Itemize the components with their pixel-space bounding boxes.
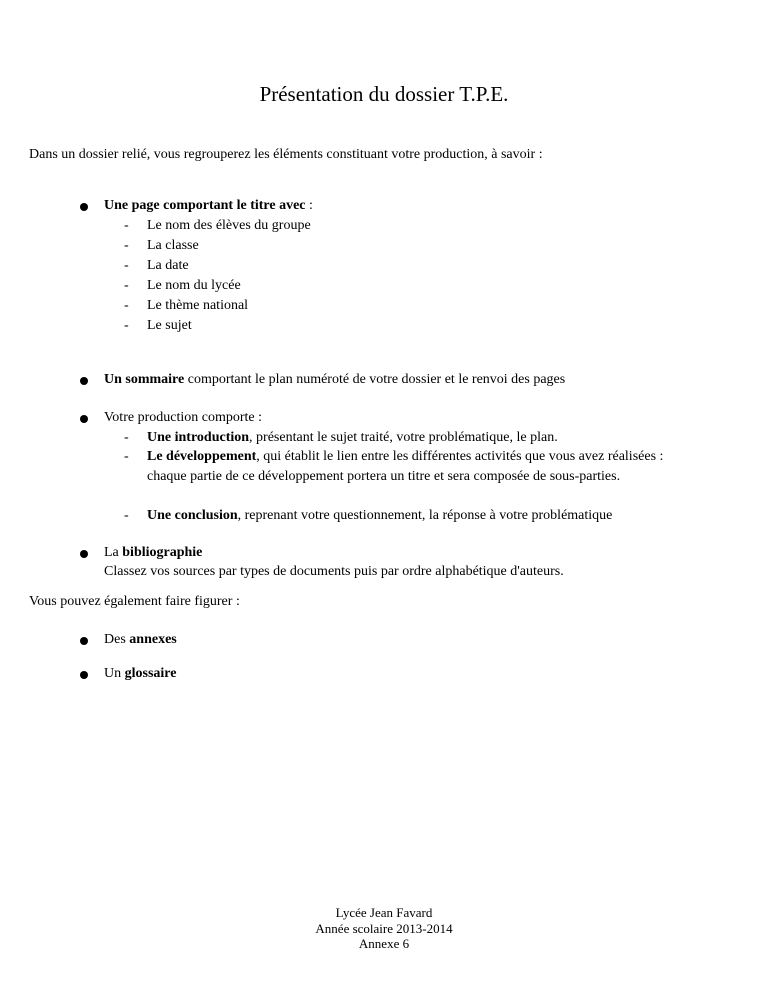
- footer-school: Lycée Jean Favard: [335, 905, 433, 920]
- bibliography-instructions: Classez vos sources par types de documents puis par ordre alphabétique d'auteurs.: [104, 564, 564, 579]
- dash-marker: -: [124, 218, 129, 233]
- introduction-bold: Une introduction: [147, 430, 250, 445]
- production-introduction: [147, 428, 707, 448]
- optional-intro: Vous pouvez également faire figurer :: [29, 594, 240, 609]
- production-conclusion: [147, 506, 707, 526]
- page-title: Présentation du dossier T.P.E.: [259, 82, 509, 106]
- bullet-icon: [80, 550, 88, 558]
- footer: [0, 905, 768, 952]
- dash-marker: -: [124, 258, 129, 273]
- item-summary: [104, 370, 565, 390]
- glossary-bold: glossaire: [124, 666, 177, 681]
- item-title-page-bold: Une page comportant le titre avec: [104, 198, 306, 213]
- item-production: Votre production comporte :: [104, 410, 262, 425]
- title-page-element: Le nom du lycée: [147, 278, 241, 293]
- bullet-icon: [80, 377, 88, 385]
- bullet-icon: [80, 671, 88, 679]
- development-bold: Le développement: [147, 449, 257, 464]
- bullet-icon: [80, 637, 88, 645]
- dash-marker: -: [124, 318, 129, 333]
- item-bibliography: [104, 543, 202, 563]
- item-title-page: [104, 196, 313, 216]
- intro-paragraph: Dans un dossier relié, vous regrouperez les éléments constituant votre production, à savoir :: [29, 147, 543, 162]
- dash-marker: -: [124, 298, 129, 313]
- title-page-element: La classe: [147, 238, 199, 253]
- bullet-icon: [80, 415, 88, 423]
- title-page-element: Le thème national: [147, 298, 249, 313]
- item-summary-rest: comportant le plan numéroté de votre dossier et le renvoi des pages: [184, 372, 566, 387]
- introduction-rest: , présentant le sujet traité, votre problématique, le plan.: [249, 430, 558, 445]
- conclusion-rest: , reprenant votre questionnement, la réponse à votre problématique: [237, 508, 613, 523]
- footer-annex-number: Annexe 6: [358, 936, 410, 951]
- annexes-bold: annexes: [129, 632, 177, 647]
- bibliography-bold: bibliographie: [122, 545, 203, 560]
- dash-marker: -: [124, 449, 129, 464]
- footer-school-year: Année scolaire 2013-2014: [315, 920, 453, 936]
- production-development: [147, 447, 687, 486]
- item-annexes: [104, 630, 177, 650]
- item-summary-bold: Un sommaire: [104, 372, 185, 387]
- title-page-element: La date: [147, 258, 189, 273]
- dash-marker: -: [124, 278, 129, 293]
- dash-marker: -: [124, 430, 129, 445]
- glossary-pre: Un: [104, 666, 125, 681]
- title-page-element: Le nom des élèves du groupe: [147, 218, 311, 233]
- title-page-element: Le sujet: [147, 318, 192, 333]
- conclusion-bold: Une conclusion: [147, 508, 238, 523]
- annexes-pre: Des: [104, 632, 130, 647]
- development-rest: , qui établit le lien entre les différentes activités que vous avez réalisées : chaque partie de ce développement portera un titre et sera composée de sous-parties.: [147, 449, 664, 484]
- item-title-page-rest: :: [305, 198, 313, 213]
- bullet-icon: [80, 203, 88, 211]
- item-glossary: [104, 664, 176, 684]
- dash-marker: -: [124, 508, 129, 523]
- dash-marker: -: [124, 238, 129, 253]
- bibliography-pre: La: [104, 545, 123, 560]
